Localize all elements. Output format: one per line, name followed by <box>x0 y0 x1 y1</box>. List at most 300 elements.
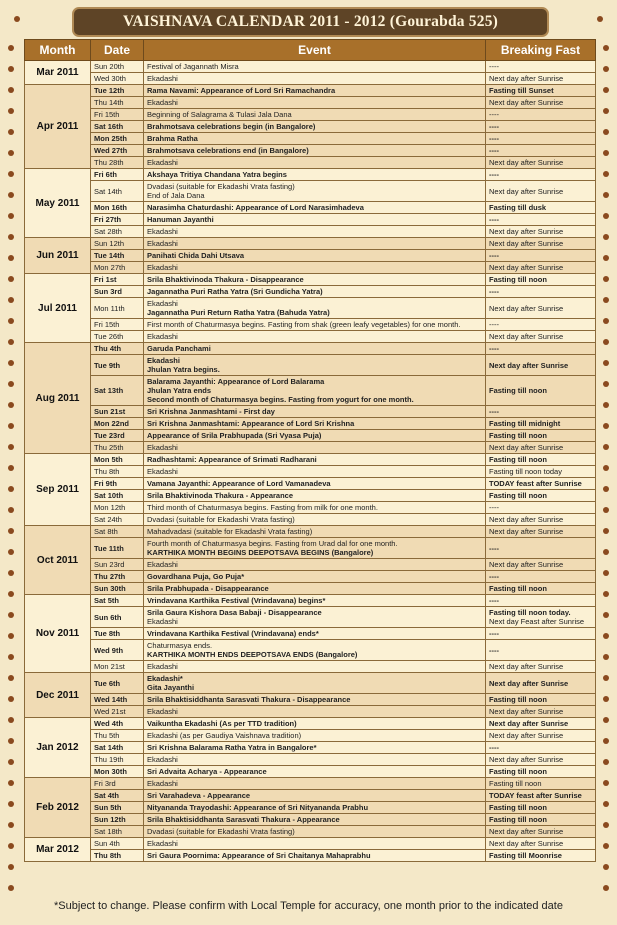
table-row <box>25 814 596 826</box>
breaking-fast-text: Fasting till noon <box>489 431 547 440</box>
event-text: Vrindavana Karthika Festival (Vrindavana) begins* <box>147 596 326 605</box>
event-cell <box>144 502 486 514</box>
month-cell: Feb 2012 <box>25 778 91 838</box>
event-text: Jagannatha Puri Return Ratha Yatra (Bahuda Yatra) <box>147 308 330 317</box>
flourish-ornament <box>3 145 19 161</box>
breaking-fast-text: ---- <box>489 146 499 155</box>
event-cell <box>144 730 486 742</box>
breaking-fast-text: TODAY feast after Sunrise <box>489 479 582 488</box>
event-column-header: Event <box>144 40 486 61</box>
table-row <box>25 133 596 145</box>
flourish-ornament <box>598 733 614 749</box>
breaking-fast-cell <box>486 706 596 718</box>
event-cell <box>144 286 486 298</box>
month-group <box>25 454 596 526</box>
date-cell: Tue 11th <box>91 538 144 559</box>
breaking-fast-cell <box>486 628 596 640</box>
flourish-ornament <box>3 544 19 560</box>
breaking-fast-cell <box>486 454 596 466</box>
breaking-fast-text: Fasting till noon <box>489 815 547 824</box>
breaking-fast-text: Next day after Sunrise <box>489 678 569 688</box>
flourish-ornament <box>598 712 614 728</box>
flourish-ornament <box>3 355 19 371</box>
flourish-ornament <box>598 796 614 812</box>
table-row <box>25 85 596 97</box>
table-row <box>25 169 596 181</box>
month-group <box>25 838 596 862</box>
breaking-fast-text: ---- <box>489 110 499 119</box>
flourish-ornament <box>598 61 614 77</box>
flourish-ornament <box>598 586 614 602</box>
breaking-fast-cell <box>486 298 596 319</box>
table-row <box>25 226 596 238</box>
flourish-ornament <box>3 502 19 518</box>
flourish-ornament <box>598 334 614 350</box>
breaking-fast-text: Next day after Sunrise <box>489 158 564 167</box>
date-cell: Sun 20th <box>91 61 144 73</box>
date-cell: Sat 10th <box>91 490 144 502</box>
event-cell <box>144 706 486 718</box>
breaking-fast-text: Next day Feast after Sunrise <box>489 617 585 626</box>
event-text: End of Jala Dana <box>147 191 205 200</box>
flourish-ornament <box>3 649 19 665</box>
breaking-fast-cell <box>486 742 596 754</box>
flourish-ornament <box>598 292 614 308</box>
flourish-ornament <box>598 859 614 875</box>
breaking-fast-text: ---- <box>489 122 499 131</box>
event-text: Dvadasi (suitable for Ekadashi Vrata fasting) <box>147 515 295 524</box>
top-right-ornament <box>585 4 615 34</box>
breaking-fast-text: ---- <box>489 320 499 329</box>
breaking-fast-text: Fasting till noon <box>489 767 547 776</box>
breaking-fast-text: ---- <box>489 287 499 296</box>
flourish-ornament <box>3 481 19 497</box>
table-row <box>25 778 596 790</box>
event-cell <box>144 319 486 331</box>
event-text: Ekadashi <box>147 356 180 365</box>
flourish-ornament <box>598 628 614 644</box>
month-cell: May 2011 <box>25 169 91 238</box>
table-row <box>25 442 596 454</box>
event-text: Srila Bhaktivinoda Thakura - Disappearance <box>147 275 304 284</box>
table-row <box>25 661 596 673</box>
flourish-ornament <box>3 250 19 266</box>
event-cell <box>144 145 486 157</box>
table-row <box>25 526 596 538</box>
table-row <box>25 694 596 706</box>
date-cell: Wed 30th <box>91 73 144 85</box>
table-row <box>25 319 596 331</box>
date-cell: Tue 23rd <box>91 430 144 442</box>
event-cell <box>144 571 486 583</box>
table-row <box>25 121 596 133</box>
date-cell: Mon 16th <box>91 202 144 214</box>
breaking-fast-text: Next day after Sunrise <box>489 515 564 524</box>
event-text: Ekadashi <box>147 560 178 569</box>
month-group <box>25 169 596 238</box>
event-cell <box>144 298 486 319</box>
breaking-fast-cell <box>486 376 596 406</box>
flourish-ornament <box>598 649 614 665</box>
flourish-ornament <box>598 502 614 518</box>
event-cell <box>144 274 486 286</box>
flourish-ornament <box>3 61 19 77</box>
breaking-fast-text: ---- <box>489 134 499 143</box>
breaking-fast-text: Next day after Sunrise <box>489 527 564 536</box>
flourish-ornament <box>598 670 614 686</box>
breaking-fast-cell <box>486 406 596 418</box>
breaking-fast-text: ---- <box>489 572 499 581</box>
flourish-ornament <box>598 376 614 392</box>
event-cell <box>144 850 486 862</box>
flourish-ornament <box>3 82 19 98</box>
event-cell <box>144 802 486 814</box>
breaking-fast-text: Fasting till noon today <box>489 467 562 476</box>
flourish-ornament <box>3 313 19 329</box>
event-cell <box>144 331 486 343</box>
breaking-fast-cell <box>486 838 596 850</box>
flourish-ornament <box>3 775 19 791</box>
flourish-ornament <box>598 145 614 161</box>
breaking-fast-cell <box>486 331 596 343</box>
event-cell <box>144 73 486 85</box>
event-cell <box>144 628 486 640</box>
event-text: Narasimha Chaturdashi: Appearance of Lord Narasimhadeva <box>147 203 364 212</box>
event-text: Sri Gaura Poornima: Appearance of Sri Chaitanya Mahaprabhu <box>147 851 371 860</box>
event-text: Ekadashi <box>147 74 178 83</box>
table-row <box>25 673 596 694</box>
breaking-fast-text: Fasting till noon <box>489 695 547 704</box>
date-cell: Wed 27th <box>91 145 144 157</box>
breaking-fast-cell <box>486 109 596 121</box>
event-cell <box>144 778 486 790</box>
flourish-ornament <box>3 124 19 140</box>
date-column-header: Date <box>91 40 144 61</box>
date-cell: Thu 27th <box>91 571 144 583</box>
date-cell: Thu 28th <box>91 157 144 169</box>
flourish-ornament <box>598 544 614 560</box>
flourish-ornament <box>3 670 19 686</box>
event-cell <box>144 454 486 466</box>
month-group <box>25 274 596 343</box>
breaking-fast-column-header: Breaking Fast <box>486 40 596 61</box>
breaking-fast-text: Fasting till midnight <box>489 419 561 428</box>
breaking-fast-cell <box>486 157 596 169</box>
event-text: Govardhana Puja, Go Puja* <box>147 572 245 581</box>
date-cell: Wed 21st <box>91 706 144 718</box>
flourish-ornament <box>598 523 614 539</box>
flourish-ornament <box>598 481 614 497</box>
breaking-fast-text: Next day after Sunrise <box>489 707 564 716</box>
event-text: Srila Bhaktivinoda Thakura - Appearance <box>147 491 294 500</box>
date-cell: Wed 9th <box>91 640 144 661</box>
event-text: Sri Advaita Acharya - Appearance <box>147 767 267 776</box>
event-cell <box>144 814 486 826</box>
month-group <box>25 526 596 595</box>
date-cell: Fri 3rd <box>91 778 144 790</box>
flourish-ornament <box>598 775 614 791</box>
event-text: Chaturmasya ends. <box>147 641 213 650</box>
date-cell: Mon 21st <box>91 661 144 673</box>
table-row <box>25 478 596 490</box>
flourish-ornament <box>3 817 19 833</box>
breaking-fast-text: Fasting till Moonrise <box>489 851 562 860</box>
event-cell <box>144 607 486 628</box>
event-text: Dvadasi (suitable for Ekadashi Vrata fasting) <box>147 182 295 191</box>
event-cell <box>144 838 486 850</box>
table-row <box>25 838 596 850</box>
event-cell <box>144 442 486 454</box>
event-cell <box>144 766 486 778</box>
date-cell: Wed 4th <box>91 718 144 730</box>
breaking-fast-cell <box>486 490 596 502</box>
breaking-fast-cell <box>486 814 596 826</box>
breaking-fast-cell <box>486 730 596 742</box>
breaking-fast-cell <box>486 826 596 838</box>
date-cell: Sun 30th <box>91 583 144 595</box>
month-column-header: Month <box>25 40 91 61</box>
breaking-fast-text: Fasting till noon <box>489 803 547 812</box>
breaking-fast-cell <box>486 97 596 109</box>
flourish-ornament <box>3 796 19 812</box>
flourish-ornament <box>598 229 614 245</box>
breaking-fast-cell <box>486 355 596 376</box>
event-cell <box>144 694 486 706</box>
flourish-ornament <box>598 82 614 98</box>
table-row <box>25 607 596 628</box>
table-row <box>25 790 596 802</box>
month-group <box>25 718 596 778</box>
event-cell <box>144 754 486 766</box>
date-cell: Sat 5th <box>91 595 144 607</box>
month-cell: Mar 2012 <box>25 838 91 862</box>
table-row <box>25 157 596 169</box>
breaking-fast-cell <box>486 430 596 442</box>
month-group <box>25 85 596 169</box>
date-cell: Thu 4th <box>91 343 144 355</box>
table-row <box>25 262 596 274</box>
table-row <box>25 730 596 742</box>
table-row <box>25 109 596 121</box>
breaking-fast-cell <box>486 133 596 145</box>
date-cell: Sun 5th <box>91 802 144 814</box>
breaking-fast-text: ---- <box>489 743 499 752</box>
table-row <box>25 214 596 226</box>
event-text: Ekadashi <box>147 443 178 452</box>
table-row <box>25 502 596 514</box>
month-group <box>25 595 596 673</box>
event-text: Beginning of Salagrama & Tulasi Jala Dana <box>147 110 292 119</box>
month-cell: Jul 2011 <box>25 274 91 343</box>
flourish-ornament <box>598 838 614 854</box>
table-row <box>25 274 596 286</box>
date-cell: Sun 6th <box>91 607 144 628</box>
month-cell: Nov 2011 <box>25 595 91 673</box>
event-text: Sri Krishna Janmashtami - First day <box>147 407 275 416</box>
breaking-fast-cell <box>486 718 596 730</box>
event-text: Third month of Chaturmasya begins. Fasting from milk for one month. <box>147 503 378 512</box>
breaking-fast-cell <box>486 766 596 778</box>
event-text: Ekadashi <box>147 332 178 341</box>
breaking-fast-text: Next day after Sunrise <box>489 560 564 569</box>
event-text: Rama Navami: Appearance of Lord Sri Ramachandra <box>147 86 336 95</box>
month-group <box>25 673 596 718</box>
table-row <box>25 97 596 109</box>
breaking-fast-text: Next day after Sunrise <box>489 74 564 83</box>
breaking-fast-text: Next day after Sunrise <box>489 719 569 728</box>
date-cell: Thu 14th <box>91 97 144 109</box>
flourish-ornament <box>3 628 19 644</box>
event-text: Ekadashi <box>147 98 178 107</box>
breaking-fast-cell <box>486 85 596 97</box>
event-text: Akshaya Tritiya Chandana Yatra begins <box>147 170 287 179</box>
table-row <box>25 754 596 766</box>
breaking-fast-text: ---- <box>489 629 499 638</box>
event-text: Brahmotsava celebrations end (in Bangalore) <box>147 146 309 155</box>
event-text: Gita Jayanthi <box>147 683 195 692</box>
event-text: Sri Krishna Balarama Ratha Yatra in Bangalore* <box>147 743 317 752</box>
date-cell: Tue 12th <box>91 85 144 97</box>
breaking-fast-text: ---- <box>489 543 499 553</box>
flourish-ornament <box>3 586 19 602</box>
breaking-fast-text: ---- <box>489 503 499 512</box>
breaking-fast-cell <box>486 466 596 478</box>
date-cell: Mon 30th <box>91 766 144 778</box>
date-cell: Sat 14th <box>91 181 144 202</box>
breaking-fast-cell <box>486 661 596 673</box>
flourish-ornament <box>3 418 19 434</box>
table-row <box>25 73 596 85</box>
date-cell: Sat 28th <box>91 226 144 238</box>
breaking-fast-text: ---- <box>489 251 499 260</box>
breaking-fast-cell <box>486 442 596 454</box>
breaking-fast-text: Next day after Sunrise <box>489 360 569 370</box>
calendar-title: VAISHNAVA CALENDAR 2011 - 2012 (Gourabda 525) <box>72 7 549 37</box>
date-cell: Fri 27th <box>91 214 144 226</box>
event-text: Srila Bhaktisiddhanta Sarasvati Thakura - Disappearance <box>147 695 351 704</box>
date-cell: Sat 4th <box>91 790 144 802</box>
table-row <box>25 406 596 418</box>
flourish-ornament <box>598 313 614 329</box>
event-text: Garuda Panchami <box>147 344 211 353</box>
month-group <box>25 238 596 274</box>
date-cell: Thu 5th <box>91 730 144 742</box>
table-row <box>25 490 596 502</box>
event-text: Panihati Chida Dahi Utsava <box>147 251 245 260</box>
flourish-ornament <box>598 460 614 476</box>
breaking-fast-cell <box>486 250 596 262</box>
event-text: First month of Chaturmasya begins. Fasting from shak (green leafy vegetables) for one month. <box>147 320 461 329</box>
breaking-fast-text: Fasting till noon <box>489 275 547 284</box>
event-text: Dvadasi (suitable for Ekadashi Vrata fasting) <box>147 827 295 836</box>
table-row <box>25 466 596 478</box>
table-row <box>25 343 596 355</box>
breaking-fast-cell <box>486 850 596 862</box>
event-cell <box>144 343 486 355</box>
date-cell: Tue 26th <box>91 331 144 343</box>
table-row <box>25 640 596 661</box>
table-row <box>25 742 596 754</box>
breaking-fast-cell <box>486 694 596 706</box>
breaking-fast-cell <box>486 559 596 571</box>
breaking-fast-text: Fasting till noon <box>489 455 547 464</box>
date-cell: Sun 3rd <box>91 286 144 298</box>
calendar-table <box>24 39 596 862</box>
breaking-fast-text: ---- <box>489 170 499 179</box>
event-cell <box>144 430 486 442</box>
event-text: Ekadashi <box>147 263 178 272</box>
table-row <box>25 706 596 718</box>
flourish-ornament <box>3 292 19 308</box>
event-text: Jhulan Yatra begins. <box>147 365 220 374</box>
flourish-ornament <box>3 103 19 119</box>
flourish-ornament <box>3 376 19 392</box>
event-cell <box>144 826 486 838</box>
table-row <box>25 202 596 214</box>
table-row <box>25 850 596 862</box>
table-row <box>25 145 596 157</box>
breaking-fast-cell <box>486 514 596 526</box>
table-row <box>25 181 596 202</box>
breaking-fast-text: Next day after Sunrise <box>489 827 564 836</box>
table-row <box>25 286 596 298</box>
event-cell <box>144 526 486 538</box>
event-text: Ekadashi <box>147 755 178 764</box>
breaking-fast-text: Fasting till noon today. <box>489 608 571 617</box>
date-cell: Sat 14th <box>91 742 144 754</box>
table-row <box>25 355 596 376</box>
flourish-ornament <box>3 166 19 182</box>
event-text: Srila Prabhupada - Disappearance <box>147 584 269 593</box>
breaking-fast-text: ---- <box>489 62 499 71</box>
breaking-fast-cell <box>486 226 596 238</box>
event-text: Balarama Jayanthi: Appearance of Lord Balarama <box>147 377 325 386</box>
flourish-ornament <box>598 607 614 623</box>
month-cell: Oct 2011 <box>25 526 91 595</box>
breaking-fast-cell <box>486 145 596 157</box>
date-cell: Mon 11th <box>91 298 144 319</box>
event-text: Ekadashi <box>147 779 178 788</box>
breaking-fast-text: Next day after Sunrise <box>489 263 564 272</box>
table-row <box>25 583 596 595</box>
event-text: KARTHIKA MONTH BEGINS DEEPOTSAVA BEGINS (Bangalore) <box>147 548 374 557</box>
breaking-fast-cell <box>486 754 596 766</box>
date-cell: Fri 1st <box>91 274 144 286</box>
event-cell <box>144 61 486 73</box>
event-cell <box>144 262 486 274</box>
breaking-fast-cell <box>486 262 596 274</box>
flourish-ornament <box>3 712 19 728</box>
event-cell <box>144 226 486 238</box>
flourish-ornament <box>3 397 19 413</box>
table-row <box>25 571 596 583</box>
breaking-fast-cell <box>486 418 596 430</box>
breaking-fast-text: Next day after Sunrise <box>489 98 564 107</box>
month-cell: Jun 2011 <box>25 238 91 274</box>
date-cell: Thu 25th <box>91 442 144 454</box>
date-cell: Sat 8th <box>91 526 144 538</box>
event-text: Sri Krishna Janmashtami: Appearance of Lord Sri Krishna <box>147 419 355 428</box>
event-cell <box>144 640 486 661</box>
breaking-fast-cell <box>486 778 596 790</box>
flourish-ornament <box>598 439 614 455</box>
event-cell <box>144 238 486 250</box>
flourish-ornament <box>3 208 19 224</box>
breaking-fast-cell <box>486 61 596 73</box>
event-text: Ekadashi (as per Gaudiya Vaishnava tradition) <box>147 731 302 740</box>
date-cell: Sun 12th <box>91 814 144 826</box>
event-text: Brahma Ratha <box>147 134 198 143</box>
